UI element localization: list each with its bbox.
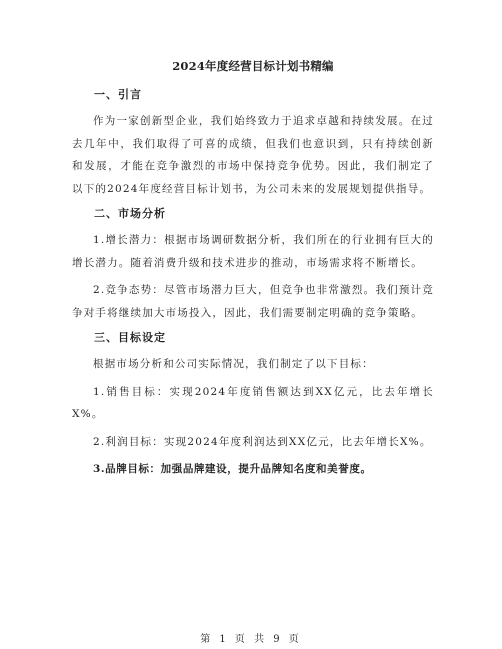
paragraph-growth-potential: 1.增长潜力：根据市场调研数据分析，我们所在的行业拥有巨大的增长潜力。随着消费升级和技术进步的推动，市场需求将不断增长。 — [72, 234, 434, 269]
paragraph-competition: 2.竞争态势：尽管市场潜力巨大，但竞争也非常激烈。我们预计竞争对手将继续加大市场投入，因此，我们需要制定明确的竞争策略。 — [72, 284, 434, 319]
section-heading-goal-setting: 三、目标设定 — [94, 331, 166, 344]
section-heading-introduction: 一、引言 — [94, 88, 142, 101]
paragraph-introduction: 作为一家创新型企业，我们始终致力于追求卓越和持续发展。在过去几年中，我们取得了可喜的成绩，但我们也意识到，只有持续创新和发展，才能在竞争激烈的市场中保持竞争优势。因此，我们制定了以下的2024年度经营目标计划书，为公司未来的发展规划提供指导。 — [72, 115, 434, 195]
paragraph-goal-intro: 根据市场分析和公司实际情况，我们制定了以下目标： — [93, 358, 374, 370]
paragraph-sales-goal: 1.销售目标：实现2024年度销售额达到XX亿元，比去年增长X%。 — [72, 385, 434, 420]
section-heading-market-analysis: 二、市场分析 — [94, 207, 166, 220]
page-footer: 第 1 页 共 9 页 — [200, 634, 302, 645]
paragraph-profit-goal: 2.利润目标：实现2024年度利润达到XX亿元，比去年增长X%。 — [93, 435, 432, 448]
paragraph-brand-goal: 3.品牌目标：加强品牌建设，提升品牌知名度和美誉度。 — [93, 463, 372, 475]
document-title: 2024年度经营目标计划书精编 — [172, 59, 334, 73]
